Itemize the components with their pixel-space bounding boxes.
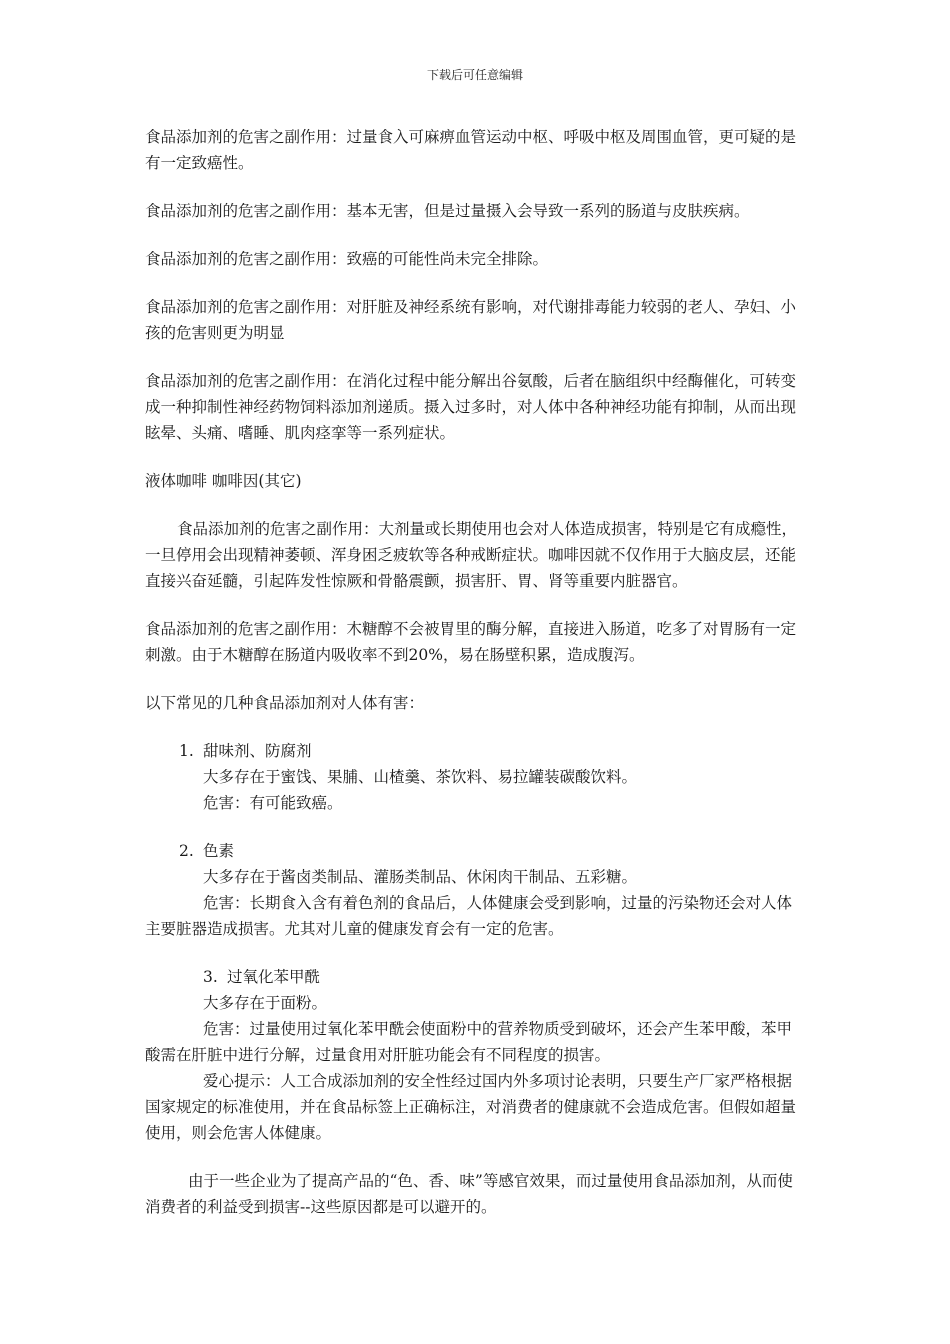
list-item-title: 3. 过氧化苯甲酰 — [145, 964, 805, 990]
section-heading-coffee: 液体咖啡 咖啡因(其它) — [145, 472, 302, 490]
list-item — [145, 838, 805, 942]
list-item-found: 大多存在于面粉。 — [203, 994, 328, 1012]
list-item-found: 大多存在于蜜饯、果脯、山楂羹、茶饮料、易拉罐装碳酸饮料。 — [203, 768, 638, 786]
list-item-title: 2. 色素 — [145, 838, 805, 864]
paragraph-2: 食品添加剂的危害之副作用：基本无害，但是过量摄入会导致一系列的肠道与皮肤疾病。 — [145, 202, 750, 220]
document-body — [145, 124, 805, 1242]
paragraph-4: 食品添加剂的危害之副作用：对肝脏及神经系统有影响，对代谢排毒能力较弱的老人、孕妇、小孩的危害则更为明显 — [145, 298, 797, 342]
list-item-harm: 危害：长期食入含有着色剂的食品后，人体健康会受到影响，过量的污染物还会对人体主要脏器造成损害。尤其对儿童的健康发育会有一定的危害。 — [145, 894, 793, 938]
list-number: 3. — [203, 968, 218, 986]
closing-paragraph: 由于一些企业为了提高产品的“色、香、味”等感官效果，而过量使用食品添加剂，从而使消费者的利益受到损害--这些原因都是可以避开的。 — [145, 1172, 793, 1216]
list-item-harm: 危害：有可能致癌。 — [203, 794, 343, 812]
paragraph-5: 食品添加剂的危害之副作用：在消化过程中能分解出谷氨酸，后者在脑组织中经酶催化，可转变成一种抑制性神经药物饲料添加剂递质。摄入过多时，对人体中各种神经功能有抑制，从而出现眩晕、头痛、嗜睡、肌肉痉挛等一系列症状。 — [145, 372, 797, 442]
list-number: 1. — [179, 742, 194, 760]
paragraph-1: 食品添加剂的危害之副作用：过量食入可麻痹血管运动中枢、呼吸中枢及周围血管，更可疑的是有一定致癌性。 — [145, 128, 797, 172]
list-item — [145, 964, 805, 1146]
list-item-harm: 危害：过量使用过氧化苯甲酰会使面粉中的营养物质受到破坏，还会产生苯甲酸，苯甲酸需在肝脏中进行分解，过量食用对肝脏功能会有不同程度的损害。 — [145, 1020, 793, 1064]
list-number: 2. — [179, 842, 194, 860]
paragraph-3: 食品添加剂的危害之副作用：致癌的可能性尚未完全排除。 — [145, 250, 549, 268]
list-item — [145, 738, 805, 816]
page-header: 下载后可任意编辑 — [426, 68, 523, 82]
list-item-title: 1. 甜味剂、防腐剂 — [145, 738, 805, 764]
paragraph-xylitol: 食品添加剂的危害之副作用：木糖醇不会被胃里的酶分解，直接进入肠道，吃多了对胃肠有一定刺激。由于木糖醇在肠道内吸收率不到20%，易在肠壁积累，造成腹泻。 — [145, 620, 797, 664]
list-item-found: 大多存在于酱卤类制品、灌肠类制品、休闲肉干制品、五彩糖。 — [203, 868, 638, 886]
list-intro: 以下常见的几种食品添加剂对人体有害： — [145, 694, 425, 712]
love-tip: 爱心提示：人工合成添加剂的安全性经过国内外多项讨论表明，只要生产厂家严格根据国家规定的标准使用，并在食品标签上正确标注，对消费者的健康就不会造成危害。但假如超量使用，则会危害人体健康。 — [145, 1072, 797, 1142]
paragraph-caffeine: 食品添加剂的危害之副作用：大剂量或长期使用也会对人体造成损害，特别是它有成瘾性，一旦停用会出现精神萎顿、浑身困乏疲软等各种戒断症状。咖啡因就不仅作用于大脑皮层，还能直接兴奋延髓，引起阵发性惊厥和骨骼震颤，损害肝、胃、肾等重要内脏器官。 — [145, 520, 798, 590]
